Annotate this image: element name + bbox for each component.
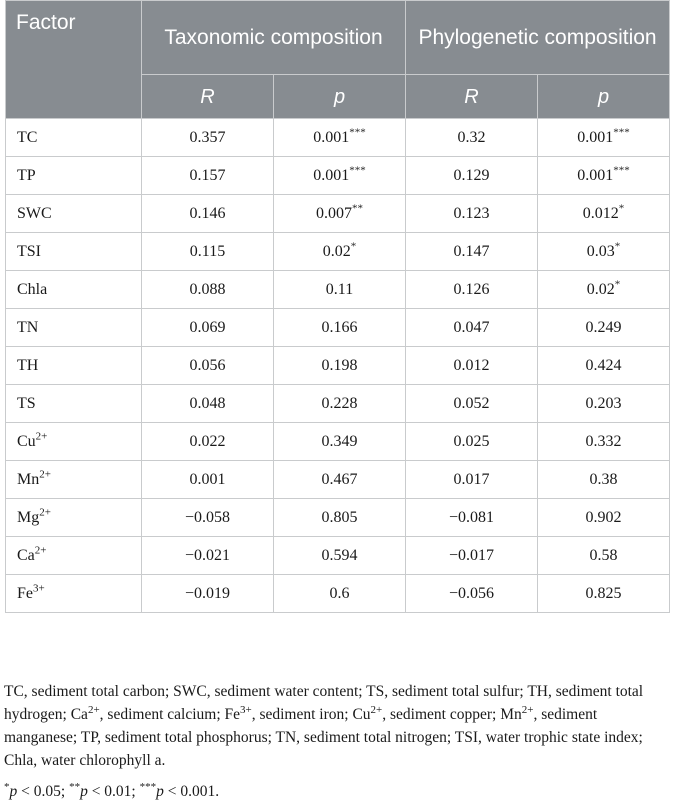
note-italic: p <box>156 783 164 800</box>
cell-value: 0.157 <box>189 166 226 184</box>
significance-marker: *** <box>349 126 366 139</box>
note-superscript: 2+ <box>87 703 100 716</box>
taxonomic-r-cell <box>142 537 274 575</box>
factor-charge: 3+ <box>33 582 45 595</box>
table-footnotes <box>4 680 668 803</box>
results-table-container <box>5 0 669 613</box>
cell-value: 0.056 <box>189 356 226 374</box>
significance-marker: * <box>614 240 621 253</box>
cell-value: 0.012 <box>453 356 490 374</box>
taxonomic-r-cell <box>142 271 274 309</box>
significance-marker: *** <box>349 164 366 177</box>
taxonomic-r-cell <box>142 347 274 385</box>
table-row <box>6 385 670 423</box>
phylogenetic-r-cell <box>406 575 538 613</box>
cell-value: −0.056 <box>449 584 495 602</box>
cell-value: 0.115 <box>189 242 226 260</box>
factor-name: TC <box>17 128 38 146</box>
factor-cell <box>6 423 142 461</box>
phylogenetic-r-cell <box>406 157 538 195</box>
phylogenetic-r-cell <box>406 499 538 537</box>
taxonomic-r-cell <box>142 423 274 461</box>
cell-value: 0.001 <box>313 128 350 146</box>
phylogenetic-p-cell <box>538 423 670 461</box>
cell-value: −0.017 <box>449 546 495 564</box>
note-text: , sediment copper; Mn <box>382 706 522 723</box>
table-row <box>6 423 670 461</box>
table-row <box>6 461 670 499</box>
cell-value: −0.021 <box>184 546 231 564</box>
table-row <box>6 537 670 575</box>
cell-value: −0.019 <box>184 584 231 602</box>
phylogenetic-r-cell <box>406 195 538 233</box>
table-row <box>6 233 670 271</box>
phylogenetic-p-cell <box>538 271 670 309</box>
factor-name: Mn <box>17 470 40 488</box>
cell-value: 0.123 <box>453 204 490 222</box>
taxonomic-r-cell <box>142 575 274 613</box>
factor-name: Chla <box>17 280 48 298</box>
abbreviations-note <box>4 680 668 772</box>
note-text: < 0.001. <box>163 783 220 800</box>
table-row <box>6 575 670 613</box>
taxonomic-p-cell <box>274 423 406 461</box>
results-table <box>5 0 670 613</box>
cell-value: 0.166 <box>321 318 358 336</box>
cell-value: 0.088 <box>189 280 226 298</box>
note-superscript: 3+ <box>240 703 252 716</box>
cell-value: 0.146 <box>189 204 226 222</box>
header-taxonomic-p: p <box>274 75 406 119</box>
factor-name: TH <box>17 356 39 374</box>
note-superscript: 2+ <box>521 703 534 716</box>
table-header <box>6 1 670 119</box>
note-text: , sediment calcium; Fe <box>99 706 240 723</box>
header-row-groups <box>6 1 670 75</box>
cell-value: 0.048 <box>189 394 226 412</box>
note-superscript: *** <box>139 780 157 793</box>
cell-value: 0.047 <box>453 318 490 336</box>
factor-name: SWC <box>17 204 52 222</box>
factor-cell <box>6 309 142 347</box>
cell-value: 0.332 <box>585 432 622 450</box>
phylogenetic-p-cell <box>538 499 670 537</box>
cell-value: 0.129 <box>453 166 490 184</box>
phylogenetic-p-cell <box>538 195 670 233</box>
taxonomic-r-cell <box>142 499 274 537</box>
phylogenetic-p-cell <box>538 461 670 499</box>
taxonomic-r-cell <box>142 385 274 423</box>
significance-marker: ** <box>352 202 363 215</box>
factor-cell <box>6 537 142 575</box>
factor-name: Ca <box>17 546 35 564</box>
cell-value: 0.249 <box>585 318 622 336</box>
phylogenetic-r-cell <box>406 119 538 157</box>
factor-charge: 2+ <box>35 430 48 443</box>
taxonomic-p-cell <box>274 195 406 233</box>
note-superscript: 2+ <box>370 703 383 716</box>
phylogenetic-r-cell <box>406 271 538 309</box>
header-phylogenetic-composition: Phylogenetic composition <box>406 1 670 75</box>
significance-marker: *** <box>613 126 630 139</box>
cell-value: 0.012 <box>582 204 619 222</box>
table-row <box>6 195 670 233</box>
factor-name: TP <box>17 166 36 184</box>
factor-cell <box>6 347 142 385</box>
cell-value: 0.001 <box>577 166 614 184</box>
phylogenetic-r-cell <box>406 347 538 385</box>
phylogenetic-r-cell <box>406 233 538 271</box>
factor-cell <box>6 499 142 537</box>
taxonomic-p-cell <box>274 499 406 537</box>
taxonomic-p-cell <box>274 271 406 309</box>
taxonomic-p-cell <box>274 157 406 195</box>
header-phylogenetic-p: p <box>538 75 670 119</box>
table-row <box>6 499 670 537</box>
cell-value: 0.228 <box>321 394 358 412</box>
cell-value: 0.357 <box>189 128 226 146</box>
cell-value: 0.017 <box>453 470 490 488</box>
cell-value: 0.58 <box>589 546 618 564</box>
factor-cell <box>6 233 142 271</box>
cell-value: 0.001 <box>313 166 350 184</box>
header-taxonomic-r: R <box>142 75 274 119</box>
cell-value: 0.424 <box>585 356 622 374</box>
taxonomic-p-cell <box>274 461 406 499</box>
taxonomic-p-cell <box>274 537 406 575</box>
cell-value: −0.058 <box>184 508 231 526</box>
phylogenetic-r-cell <box>406 461 538 499</box>
table-row <box>6 271 670 309</box>
factor-cell <box>6 157 142 195</box>
factor-cell <box>6 461 142 499</box>
phylogenetic-p-cell <box>538 385 670 423</box>
cell-value: 0.902 <box>585 508 622 526</box>
phylogenetic-p-cell <box>538 233 670 271</box>
cell-value: 0.825 <box>585 584 622 602</box>
phylogenetic-p-cell <box>538 537 670 575</box>
table-row <box>6 347 670 385</box>
note-superscript: * <box>4 780 10 793</box>
cell-value: 0.001 <box>577 128 614 146</box>
cell-value: 0.805 <box>321 508 358 526</box>
cell-value: 0.001 <box>189 470 226 488</box>
cell-value: 0.11 <box>325 280 354 298</box>
significance-marker: * <box>350 240 357 253</box>
cell-value: 0.203 <box>585 394 622 412</box>
phylogenetic-r-cell <box>406 423 538 461</box>
phylogenetic-p-cell <box>538 157 670 195</box>
factor-cell <box>6 271 142 309</box>
table-row <box>6 309 670 347</box>
table-row <box>6 119 670 157</box>
note-text: , sediment manganese; TP, sediment total phosphorus; TN, sediment total nitrogen; TSI, water trophic state index; Chla, water chlorophyll a. <box>4 706 643 769</box>
taxonomic-p-cell <box>274 233 406 271</box>
note-text: < 0.01; <box>87 783 140 800</box>
taxonomic-r-cell <box>142 233 274 271</box>
factor-name: Cu <box>17 432 36 450</box>
cell-value: −0.081 <box>449 508 495 526</box>
taxonomic-p-cell <box>274 385 406 423</box>
phylogenetic-p-cell <box>538 347 670 385</box>
significance-marker: * <box>614 278 621 291</box>
table-body <box>6 119 670 613</box>
cell-value: 0.02 <box>586 280 615 298</box>
cell-value: 0.069 <box>189 318 226 336</box>
cell-value: 0.147 <box>453 242 490 260</box>
taxonomic-r-cell <box>142 157 274 195</box>
significance-marker: *** <box>613 164 630 177</box>
table-row <box>6 157 670 195</box>
taxonomic-r-cell <box>142 119 274 157</box>
phylogenetic-p-cell <box>538 119 670 157</box>
header-factor: Factor <box>6 1 142 119</box>
header-phylogenetic-r: R <box>406 75 538 119</box>
header-taxonomic-composition: Taxonomic composition <box>142 1 406 75</box>
cell-value: 0.007 <box>316 204 352 222</box>
factor-cell <box>6 119 142 157</box>
factor-charge: 2+ <box>34 544 47 557</box>
note-text: TC, sediment total carbon; SWC, sediment water content; TS, sediment total sulfur; TH, sediment total hydrogen; Ca <box>4 683 644 723</box>
cell-value: 0.03 <box>586 242 615 260</box>
phylogenetic-p-cell <box>538 575 670 613</box>
cell-value: 0.02 <box>322 242 351 260</box>
factor-charge: 2+ <box>39 506 51 519</box>
taxonomic-p-cell <box>274 309 406 347</box>
note-italic: p <box>9 783 18 800</box>
cell-value: 0.022 <box>189 432 226 450</box>
factor-cell <box>6 195 142 233</box>
note-italic: p <box>80 783 88 800</box>
taxonomic-r-cell <box>142 309 274 347</box>
cell-value: 0.052 <box>453 394 490 412</box>
cell-value: 0.32 <box>457 128 486 146</box>
factor-charge: 2+ <box>39 468 51 481</box>
factor-name: TSI <box>17 242 41 260</box>
phylogenetic-r-cell <box>406 385 538 423</box>
significance-note <box>4 780 668 803</box>
phylogenetic-r-cell <box>406 537 538 575</box>
taxonomic-r-cell <box>142 195 274 233</box>
factor-name: Fe <box>17 584 33 602</box>
note-text: < 0.05; <box>17 783 70 800</box>
cell-value: 0.126 <box>453 280 490 298</box>
significance-marker: * <box>618 202 625 215</box>
phylogenetic-r-cell <box>406 309 538 347</box>
phylogenetic-p-cell <box>538 309 670 347</box>
taxonomic-p-cell <box>274 575 406 613</box>
cell-value: 0.349 <box>321 432 358 450</box>
taxonomic-p-cell <box>274 347 406 385</box>
taxonomic-p-cell <box>274 119 406 157</box>
cell-value: 0.025 <box>453 432 490 450</box>
factor-cell <box>6 575 142 613</box>
cell-value: 0.38 <box>589 470 618 488</box>
cell-value: 0.6 <box>329 584 350 602</box>
cell-value: 0.594 <box>321 546 358 564</box>
factor-name: TN <box>17 318 39 336</box>
factor-cell <box>6 385 142 423</box>
cell-value: 0.198 <box>321 356 358 374</box>
taxonomic-r-cell <box>142 461 274 499</box>
factor-name: Mg <box>17 508 40 526</box>
factor-name: TS <box>17 394 36 412</box>
note-superscript: ** <box>69 780 81 793</box>
note-text: , sediment iron; Cu <box>251 706 371 723</box>
cell-value: 0.467 <box>321 470 358 488</box>
